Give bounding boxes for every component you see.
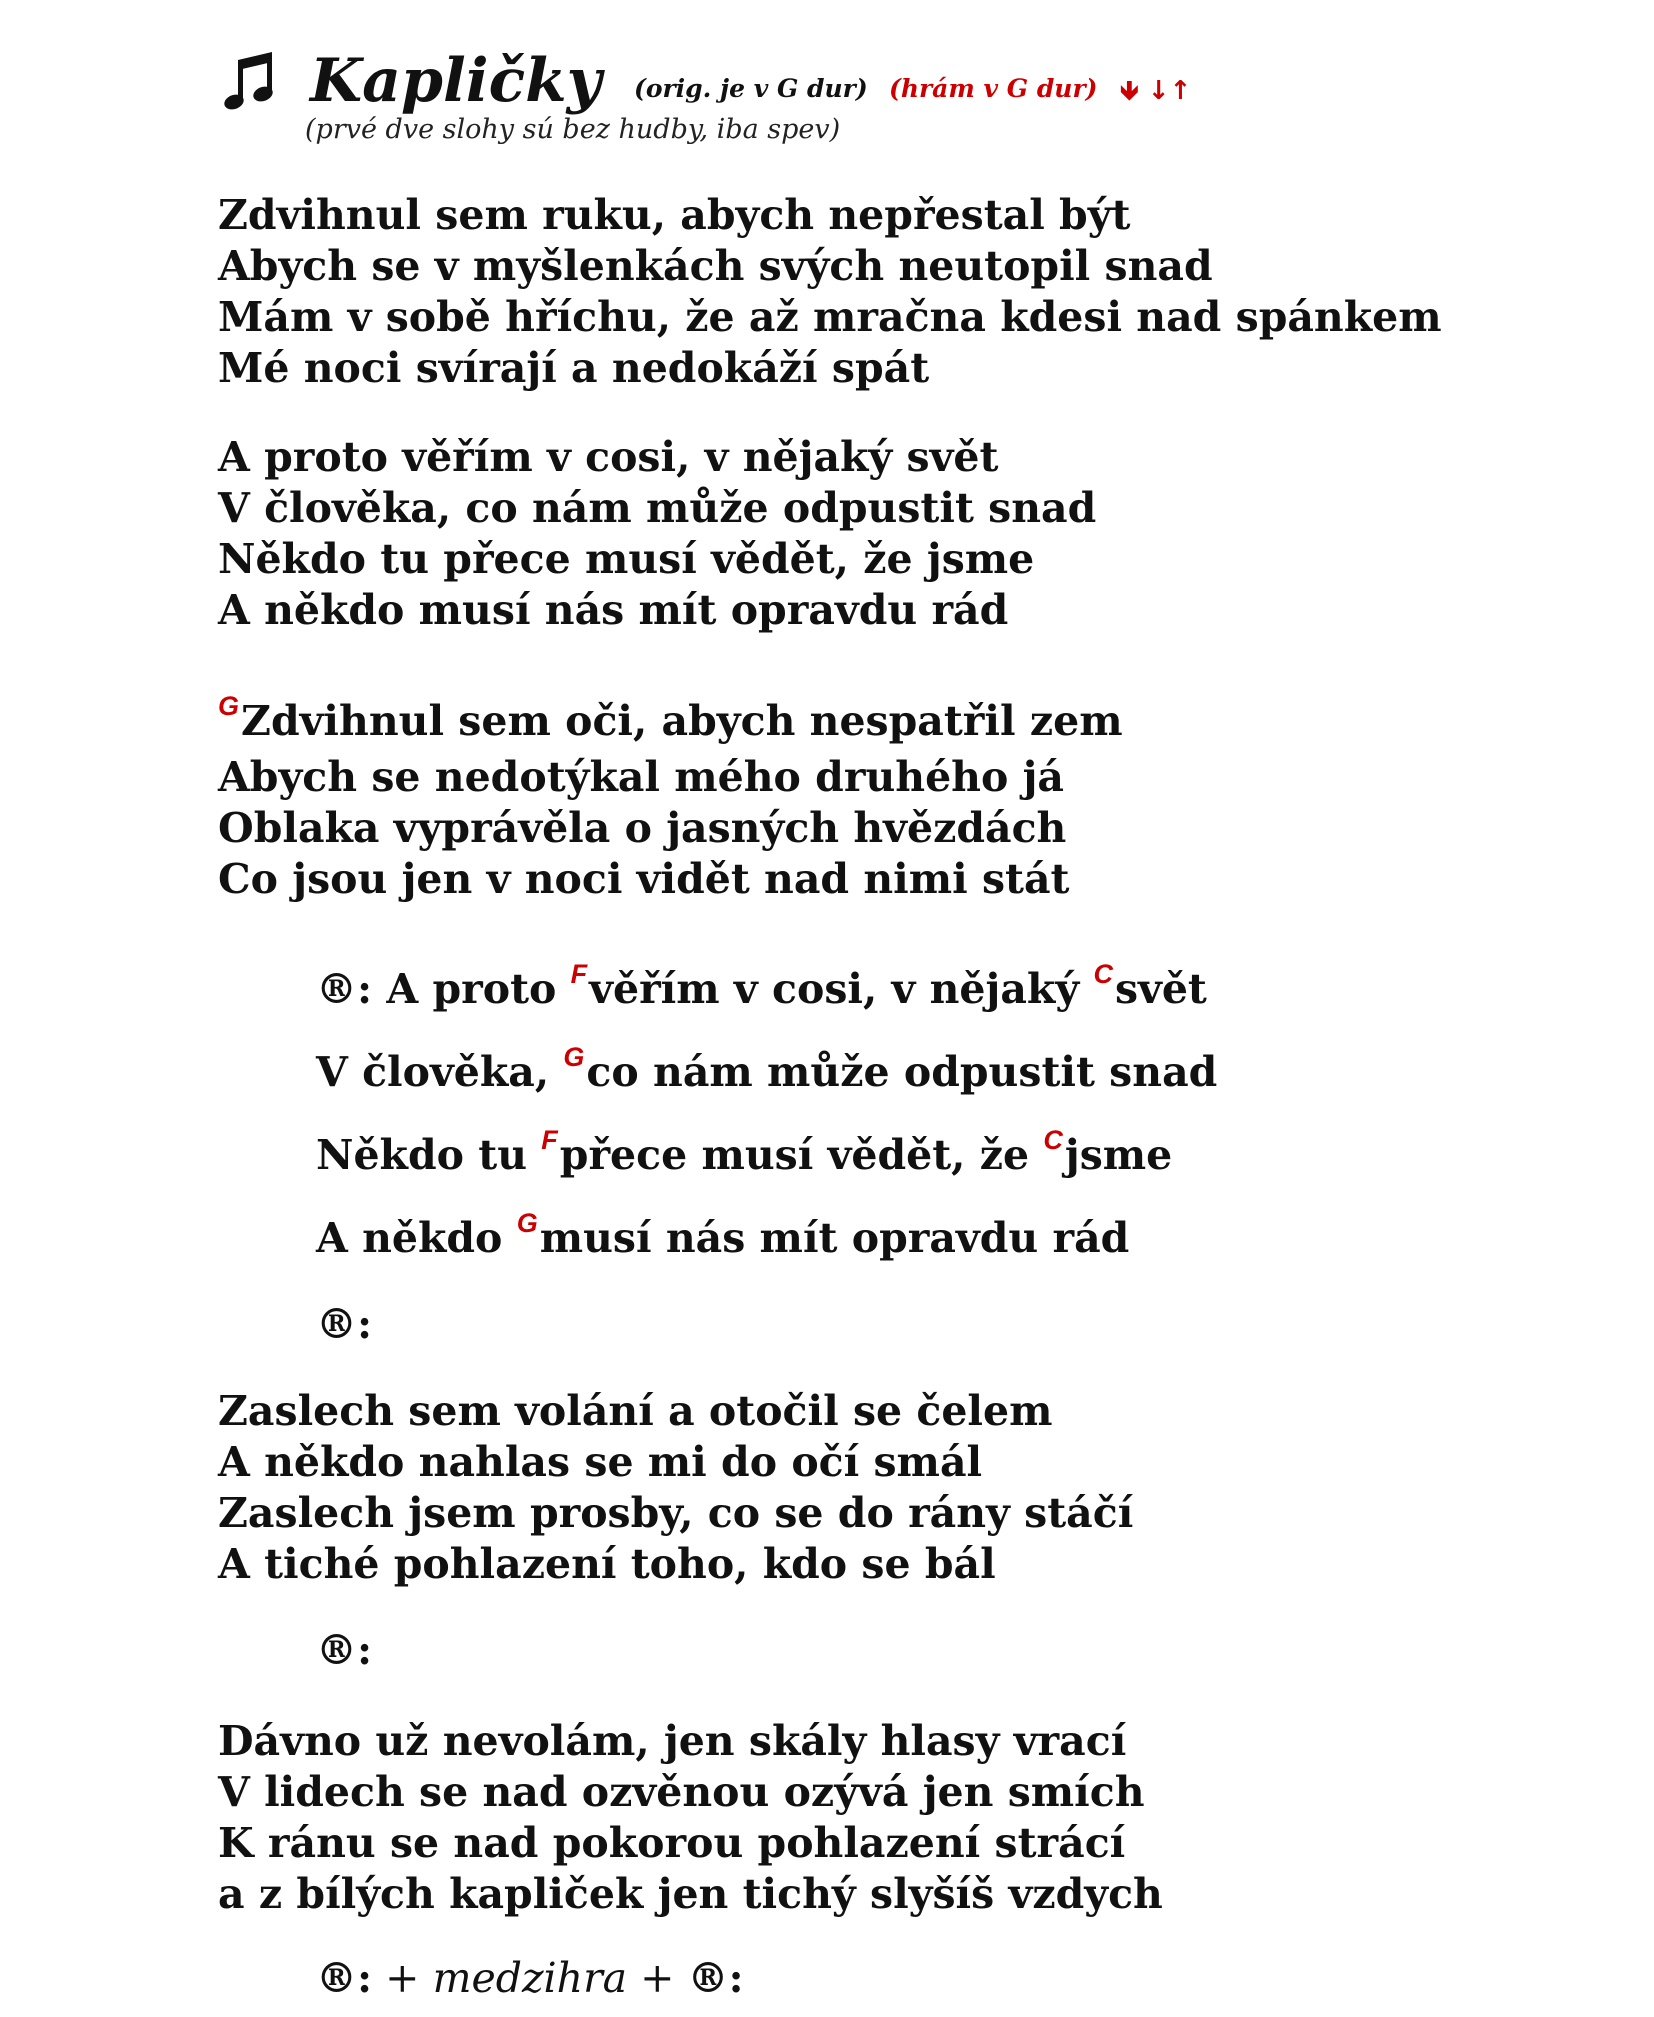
lyric-line: A někdo musí nás mít opravdu rád	[218, 586, 1009, 634]
refrain-marker: ®:	[687, 1954, 744, 2002]
lyric-line: Zaslech sem volání a otočil se čelem	[218, 1387, 1053, 1435]
played-key-note: (hrám v G dur)	[889, 74, 1098, 103]
refrain-line	[316, 1199, 1217, 1282]
lyric-text: věřím v cosi, v nějaký	[589, 965, 1094, 1013]
lyric-text: co nám může odpustit snad	[586, 1048, 1218, 1096]
stanza-1	[218, 190, 1442, 394]
refrain-line	[316, 950, 1217, 1033]
lyric-text: Někdo tu	[316, 1131, 542, 1179]
chord-label: F	[541, 1125, 558, 1155]
plus-sign: +	[372, 1954, 433, 2002]
lyric-line: A tiché pohlazení toho, kdo se bál	[218, 1540, 996, 1588]
lyric-line: Co jsou jen v noci vidět nad nimi stát	[218, 855, 1070, 903]
stanza-2	[218, 432, 1096, 636]
lyric-text: přece musí vědět, že	[559, 1131, 1044, 1179]
lyric-line: a z bílých kapliček jen tichý slyšíš vzdych	[218, 1870, 1163, 1918]
original-key-note: (orig. je v G dur)	[634, 74, 868, 103]
lyric-text: musí nás mít opravdu rád	[539, 1214, 1130, 1262]
refrain-line	[316, 1033, 1217, 1116]
stanza-3	[218, 691, 1123, 905]
lyric-text: svět	[1114, 965, 1207, 1013]
lyric-text: A někdo	[316, 1214, 517, 1262]
lyric-line	[218, 691, 1123, 752]
lyric-line: Zdvihnul sem ruku, abych nepřestal být	[218, 191, 1131, 239]
final-instruction	[316, 1954, 744, 2002]
chord-label: G	[516, 1208, 538, 1238]
chord-label: C	[1093, 959, 1113, 989]
strum-pattern-arrows: 🡻 ↓↑	[1120, 76, 1192, 106]
lyric-line: Oblaka vyprávěla o jasných hvězdách	[218, 804, 1067, 852]
lyric-line: K ránu se nad pokorou pohlazení strácí	[218, 1819, 1126, 1867]
song-title: Kapličky	[310, 46, 602, 116]
lyric-line: V lidech se nad ozvěnou ozývá jen smích	[218, 1768, 1145, 1816]
lyric-line: Abych se v myšlenkách svých neutopil snad	[218, 242, 1213, 290]
lyric-line: A proto věřím v cosi, v nějaký svět	[218, 433, 999, 481]
refrain-marker: ®:	[316, 1300, 373, 1348]
lyric-line: Abych se nedotýkal mého druhého já	[218, 753, 1064, 801]
lyric-line: V člověka, co nám může odpustit snad	[218, 484, 1097, 532]
lyric-line: Někdo tu přece musí vědět, že jsme	[218, 535, 1035, 583]
lyric-text: Zdvihnul sem oči, abych nespatřil zem	[241, 697, 1123, 745]
refrain	[316, 950, 1217, 1282]
lyric-line: Mám v sobě hříchu, že až mračna kdesi nad spánkem	[218, 293, 1442, 341]
lyric-line: Mé noci svírají a nedokáží spát	[218, 344, 930, 392]
chord-label: F	[570, 959, 588, 989]
refrain-line	[316, 1116, 1217, 1199]
refrain-marker: ®:	[316, 1626, 373, 1674]
chord-label: G	[218, 691, 240, 721]
plus-sign: +	[627, 1954, 688, 2002]
lyric-line: Dávno už nevolám, jen skály hlasy vrací	[218, 1717, 1127, 1765]
lyric-text: jsme	[1064, 1131, 1173, 1179]
refrain-marker: ®:	[316, 1954, 373, 2002]
lyric-text: V člověka,	[316, 1048, 564, 1096]
song-subtitle: (prvé dve slohy sú bez hudby, iba spev)	[305, 114, 841, 145]
stanza-4	[218, 1386, 1133, 1590]
music-note-icon	[222, 50, 278, 114]
lyric-text: ®: A proto	[316, 965, 571, 1013]
chord-label: G	[563, 1042, 585, 1072]
lyric-line: Zaslech jsem prosby, co se do rány stáčí	[218, 1489, 1134, 1537]
chord-label: C	[1043, 1125, 1063, 1155]
interlude-label: medzihra	[432, 1954, 628, 2002]
lyric-line: A někdo nahlas se mi do očí smál	[218, 1438, 983, 1486]
stanza-5	[218, 1716, 1163, 1920]
